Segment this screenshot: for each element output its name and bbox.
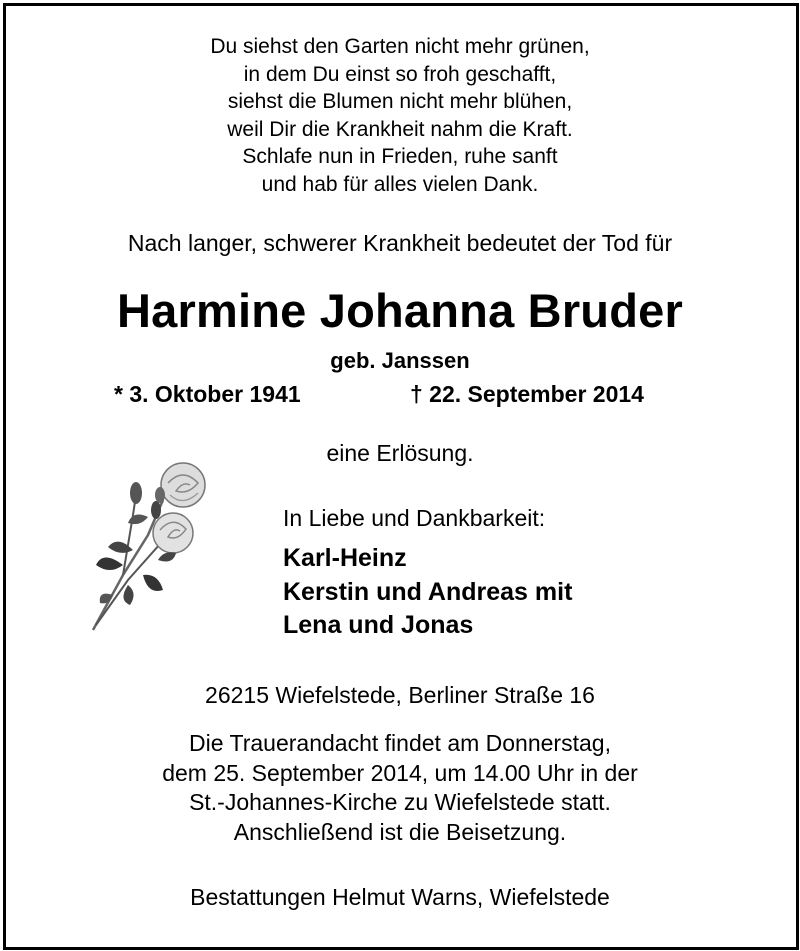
- death-date: † 22. September 2014: [410, 381, 644, 407]
- poem-line: und hab für alles vielen Dank.: [261, 172, 539, 196]
- service-line: Die Trauerandacht findet am Donnerstag,: [189, 730, 611, 756]
- poem-line: in dem Du einst so froh geschafft,: [243, 62, 557, 86]
- service-line: St.-Johannes-Kirche zu Wiefelstede statt.: [189, 789, 611, 815]
- poem-line: siehst die Blumen nicht mehr blühen,: [227, 90, 573, 114]
- poem-line: Schlafe nun in Frieden, ruhe sanft: [242, 145, 558, 169]
- address: 26215 Wiefelstede, Berliner Straße 16: [205, 682, 595, 708]
- maiden-name: geb. Janssen: [330, 348, 470, 373]
- poem-line: Du siehst den Garten nicht mehr grünen,: [210, 35, 590, 58]
- deceased-name: Harmine Johanna Bruder: [117, 284, 683, 337]
- family-member: Kerstin und Andreas mit: [283, 577, 573, 606]
- rose-icon: [88, 455, 218, 635]
- intro-text: Nach langer, schwerer Krankheit bedeutet der Tod für: [127, 230, 673, 256]
- service-info: [0, 729, 800, 847]
- poem-line: weil Dir die Krankheit nahm die Kraft.: [227, 117, 573, 141]
- birth-date: * 3. Oktober 1941: [114, 381, 301, 407]
- undertaker: Bestattungen Helmut Warns, Wiefelstede: [190, 884, 610, 910]
- family-member: Lena und Jonas: [283, 611, 474, 639]
- family-member: Karl-Heinz: [283, 544, 407, 572]
- gratitude-text: In Liebe und Dankbarkeit:: [283, 505, 546, 531]
- family-list: [283, 542, 572, 643]
- service-line: dem 25. September 2014, um 14.00 Uhr in der: [162, 759, 638, 786]
- release-text: eine Erlösung.: [326, 440, 474, 466]
- service-line: Anschließend ist die Beisetzung.: [233, 818, 567, 845]
- poem: [0, 33, 800, 199]
